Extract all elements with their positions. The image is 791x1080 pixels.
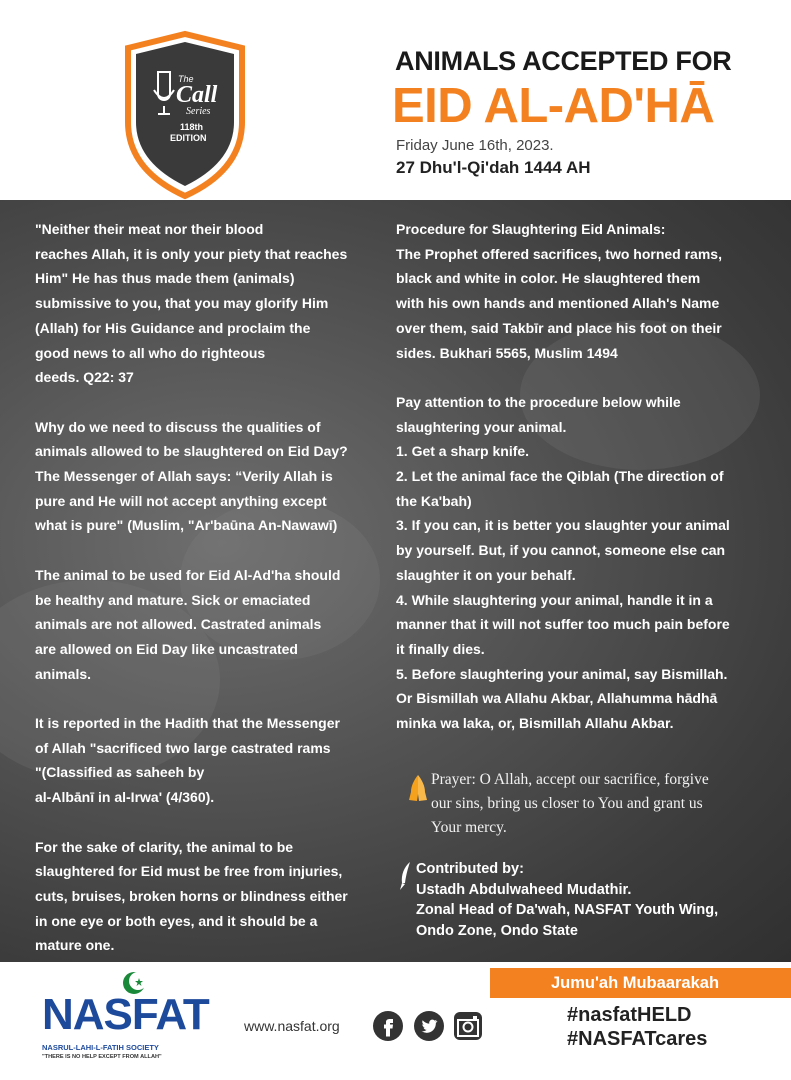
right-column-text-line: Pay attention to the procedure below while xyxy=(396,393,681,410)
prayer-text: Prayer: O Allah, accept our sacrifice, forgive our sins, bring us closer to You and grant us Your mercy. xyxy=(431,771,709,836)
left-column-paragraph xyxy=(35,835,380,959)
left-column-paragraph xyxy=(35,563,380,687)
left-column-text-line: deeds. Q22: 37 xyxy=(35,369,134,386)
left-column-text-line: what is pure" (Muslim, "Ar'baūna An-Nawawī) xyxy=(35,517,338,534)
badge-the: The xyxy=(178,74,194,84)
nasfat-logo xyxy=(38,968,213,1078)
badge-edition: EDITION xyxy=(170,133,207,143)
praying-hands-icon xyxy=(408,774,428,802)
left-column-text-line: good news to all who do righteous xyxy=(35,344,266,361)
quill-pen-icon xyxy=(397,861,413,891)
left-column-paragraph xyxy=(35,217,380,390)
left-column-text-line: Him" He has thus made them (animals) xyxy=(35,270,295,287)
right-column-text-line: sides. Bukhari 5565, Muslim 1494 xyxy=(396,344,618,361)
prayer-box xyxy=(408,768,768,838)
left-column-text-line: animals are not allowed. Castrated animals xyxy=(35,616,322,633)
website-link[interactable]: www.nasfat.org xyxy=(244,1018,340,1034)
instagram-icon[interactable] xyxy=(452,1010,484,1042)
left-column-paragraph xyxy=(35,415,380,539)
date-gregorian: Friday June 16th, 2023. xyxy=(396,137,554,154)
left-column-paragraph xyxy=(35,711,380,810)
left-column-text-line: al-Albānī in al-Irwa' (4/360). xyxy=(35,789,215,806)
left-column-text-line: submissive to you, that you may glorify Him xyxy=(35,295,329,312)
left-column-text-line: of Allah "sacrificed two large castrated rams xyxy=(35,739,331,756)
content-panel xyxy=(0,200,791,962)
jumuah-text: Jumu'ah Mubaarakah xyxy=(550,974,720,992)
right-column-text-line: slaughtering your animal. xyxy=(396,418,567,435)
right-column-text-line: 2. Let the animal face the Qiblah (The direction of xyxy=(396,468,724,485)
right-column-text-line: with his own hands and mentioned Allah's Name xyxy=(396,295,720,312)
badge-series: Series xyxy=(186,106,211,117)
right-column-text-line: 1. Get a sharp knife. xyxy=(396,443,530,460)
left-column-text-line: The animal to be used for Eid Al-Ad'ha should xyxy=(35,566,341,583)
right-column-text-line: it finally dies. xyxy=(396,640,485,657)
left-column-text-line: slaughtered for Eid must be free from injuries, xyxy=(35,863,343,880)
left-column-text-line: animals. xyxy=(35,665,92,682)
right-column-text-line: manner that it will not suffer too much pain before xyxy=(396,616,730,633)
twitter-icon[interactable] xyxy=(413,1010,445,1042)
right-column-text-line: by yourself. But, if you cannot, someone else can xyxy=(396,542,726,559)
right-column-text-line: minka wa laka, or, Bismillah Allahu Akbar. xyxy=(396,715,674,732)
right-column-text-line: the Ka'bah) xyxy=(396,492,472,509)
footer xyxy=(0,962,791,1080)
right-column-text-line: 5. Before slaughtering your animal, say Bismillah. xyxy=(396,665,728,682)
title-line-1: ANIMALS ACCEPTED FOR xyxy=(395,46,732,76)
jumuah-banner xyxy=(490,968,791,998)
contributor-text: Contributed by: Ustadh Abdulwaheed Mudathir. Zonal Head of Da'wah, NASFAT Youth Wing, Ondo Zone, Ondo State xyxy=(416,861,719,939)
left-column-text-line: pure and He will not accept anything except xyxy=(35,492,327,509)
left-column-text-line: It is reported in the Hadith that the Messenger xyxy=(35,715,340,732)
logo-subtitle: NASRUL-LAHI-L-FATIH SOCIETY xyxy=(42,1043,159,1052)
badge-edition-number: 118th xyxy=(180,122,204,132)
left-column-text-line: Why do we need to discuss the qualities of xyxy=(35,418,321,435)
left-column-text-line: be healthy and mature. Sick or emaciated xyxy=(35,591,311,608)
right-column-text-line: Procedure for Slaughtering Eid Animals: xyxy=(396,221,666,237)
right-column-text-line: The Prophet offered sacrifices, two horned rams, xyxy=(396,245,722,262)
title-line-2: EID AL-AD'HĀ xyxy=(392,79,715,133)
badge-call: Call xyxy=(176,82,218,108)
hashtag-held: #nasfatHELD xyxy=(567,1004,692,1026)
call-series-badge xyxy=(120,30,250,200)
right-column-text-line: 4. While slaughtering your animal, handle it in a xyxy=(396,591,713,608)
right-column xyxy=(396,217,766,760)
left-column-text-line: For the sake of clarity, the animal to be xyxy=(35,838,294,855)
left-column-text-line: in one eye or both eyes, and it should be a xyxy=(35,912,318,929)
right-column-paragraph xyxy=(396,390,766,736)
left-column xyxy=(35,217,380,962)
logo-wordmark: NASFAT xyxy=(42,990,209,1039)
right-column-paragraph xyxy=(396,217,766,365)
right-column-text-line: black and white in color. He slaughtered them xyxy=(396,270,701,287)
right-column-text-line: over them, said Takbīr and place his foot on their xyxy=(396,319,722,336)
left-column-text-line: animals allowed to be slaughtered on Eid Day? xyxy=(35,443,348,460)
left-column-text-line: (Allah) for His Guidance and proclaim the xyxy=(35,319,311,336)
header xyxy=(0,0,791,200)
left-column-text-line: The Messenger of Allah says: “Verily Allah is xyxy=(35,468,333,485)
left-column-text-line: "Neither their meat nor their blood xyxy=(35,221,264,237)
right-column-text-line: 3. If you can, it is better you slaughter your animal xyxy=(396,517,730,534)
left-column-text-line: are allowed on Eid Day like uncastrated xyxy=(35,640,298,657)
hashtag-cares: #NASFATcares xyxy=(567,1028,708,1050)
left-column-text-line: "(Classified as saheeh by xyxy=(35,764,205,781)
logo-tagline: "THERE IS NO HELP EXCEPT FROM ALLAH" xyxy=(42,1054,162,1060)
date-hijri: 27 Dhu'l-Qi'dah 1444 AH xyxy=(396,158,591,177)
right-column-text-line: slaughter it on your behalf. xyxy=(396,566,576,583)
left-column-text-line: reaches Allah, it is only your piety that reaches xyxy=(35,245,348,262)
left-column-text-line: cuts, bruises, broken horns or blindness either xyxy=(35,887,348,904)
left-column-text-line: mature one. xyxy=(35,937,115,954)
right-column-text-line: Or Bismillah wa Allahu Akbar, Allahumma hādhā xyxy=(396,690,718,707)
facebook-icon[interactable] xyxy=(372,1010,404,1042)
